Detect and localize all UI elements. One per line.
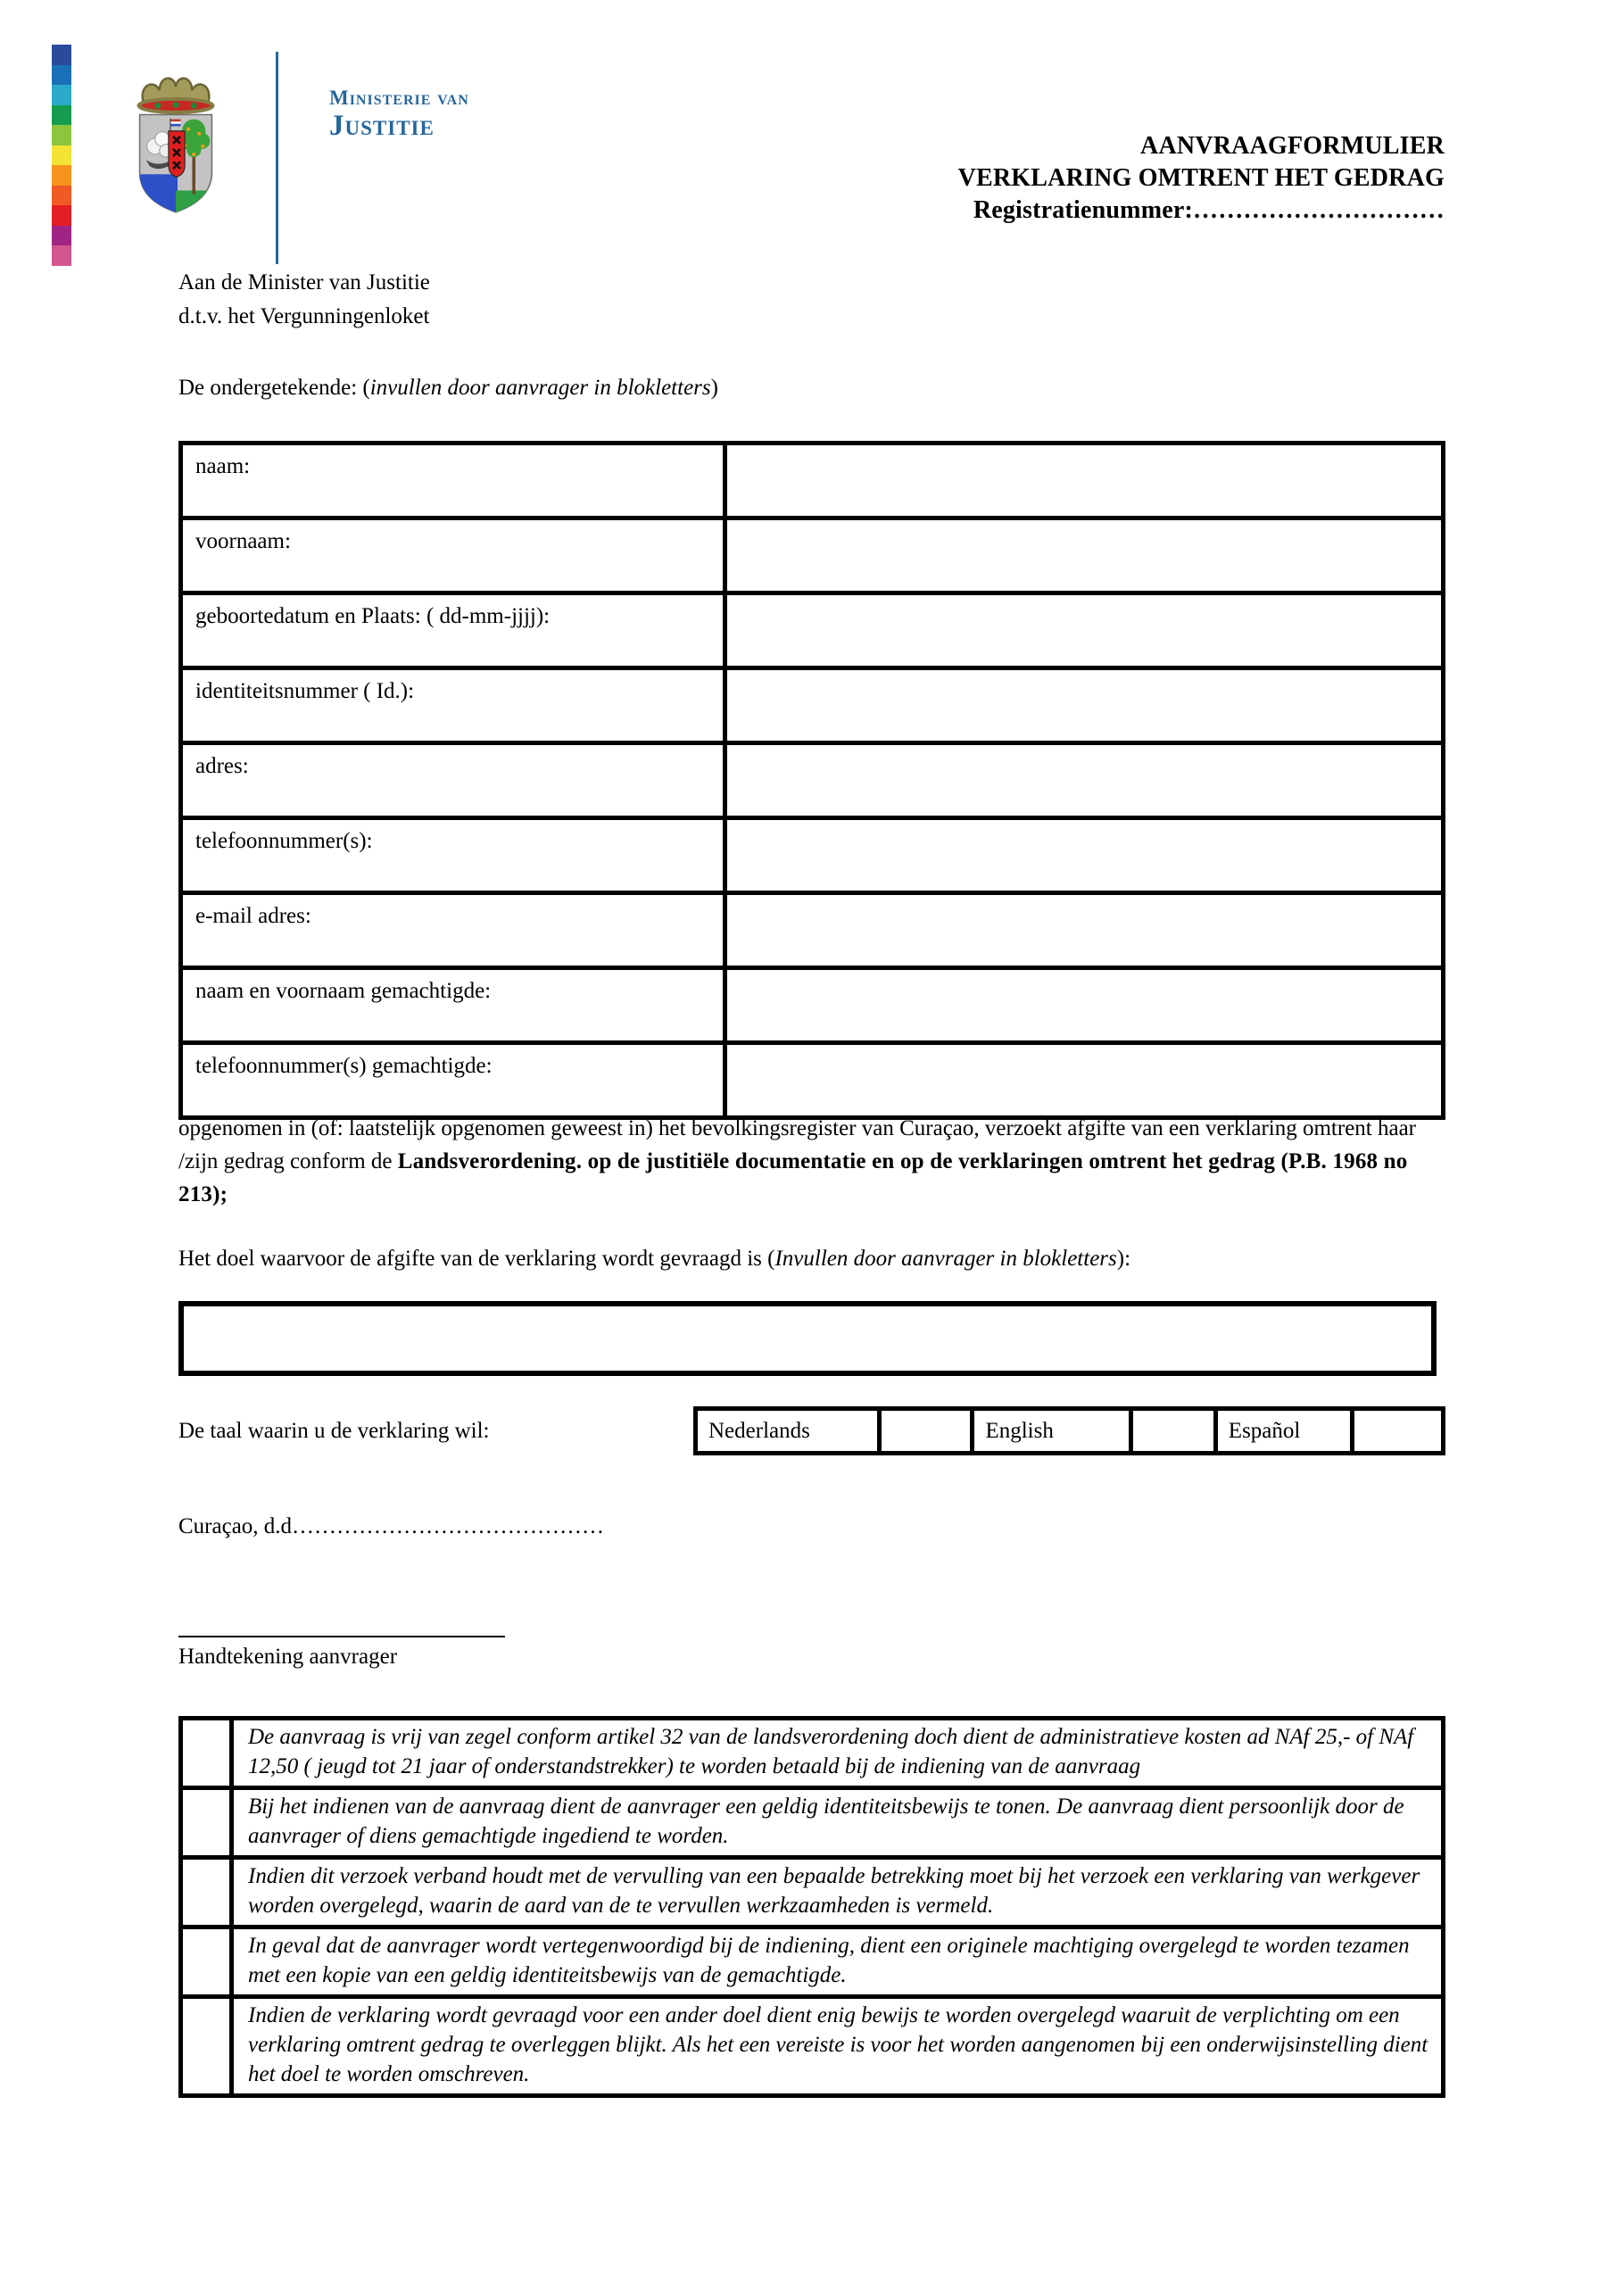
addressee-line1: Aan de Minister van Justitie [178, 270, 430, 294]
purpose-italic-note: Invullen door aanvrager in blokletters [774, 1247, 1117, 1271]
rainbow-segment [52, 205, 71, 226]
note-row-1 [181, 1719, 1444, 1788]
crown-gem [191, 103, 197, 109]
intro-line [178, 376, 718, 401]
note-checkbox-cell[interactable] [181, 1788, 232, 1858]
field-input-cell[interactable] [725, 968, 1444, 1043]
field-label: adres: [181, 743, 725, 818]
language-checkbox-cell[interactable] [880, 1409, 973, 1454]
field-label: identiteitsnummer ( Id.): [181, 668, 725, 743]
applicant-row-4 [181, 668, 1444, 743]
field-input-cell[interactable] [725, 593, 1444, 668]
rainbow-segment [52, 186, 71, 206]
form-title-line2: VERKLARING OMTRENT HET GEDRAG [957, 164, 1445, 192]
note-checkbox-cell[interactable] [181, 1997, 232, 2096]
ministry-line1: Ministerie van [329, 87, 469, 109]
language-table [693, 1406, 1445, 1455]
notes-table [178, 1716, 1445, 2098]
rainbow-segment [52, 65, 71, 86]
applicant-row-8 [181, 968, 1444, 1043]
note-row-4 [181, 1927, 1444, 1997]
language-checkbox-cell[interactable] [1131, 1409, 1215, 1454]
rainbow-segment [52, 85, 71, 105]
purpose-prefix: Het doel waarvoor de afgifte van de verklaring wordt gevraagd is ( [178, 1247, 775, 1271]
addressee-block [178, 266, 430, 334]
crown-gem [154, 103, 161, 109]
purpose-input-box[interactable] [178, 1301, 1437, 1376]
rainbow-segment [52, 245, 71, 266]
language-option-label: Español [1215, 1409, 1352, 1454]
flag-stripe [170, 121, 180, 124]
orange-fruit [186, 128, 190, 131]
flag-stripe [170, 124, 180, 127]
rainbow-segment [52, 165, 71, 186]
declaration-bold-text: Landsverordening. op de justitiële documentatie en op de verklaringen omtrent het gedrag (P.B. 1968 no 213); [178, 1149, 1408, 1206]
declaration-paragraph [178, 1112, 1429, 1211]
rainbow-segment [52, 145, 71, 166]
field-input-cell[interactable] [725, 1043, 1444, 1118]
language-question-label: De taal waarin u de verklaring wil: [178, 1419, 490, 1443]
applicant-row-6 [181, 818, 1444, 893]
field-label: voornaam: [181, 518, 725, 593]
field-label: naam en voornaam gemachtigde: [181, 968, 725, 1043]
intro-prefix: De ondergetekende: ( [178, 376, 370, 400]
field-input-cell[interactable] [725, 743, 1444, 818]
field-label: telefoonnummer(s): [181, 818, 725, 893]
field-input-cell[interactable] [725, 818, 1444, 893]
note-text: Bij het indienen van de aanvraag dient de aanvrager een geldig identiteitsbewijs te tonen. De aanvraag dient persoonlijk door de aanvrager of diens gemachtigde ingediend te worden. [232, 1788, 1444, 1858]
field-label: naam: [181, 443, 725, 518]
note-text: In geval dat de aanvrager wordt vertegenwoordigd bij de indiening, dient een originele machtiging overgelegd te worden tezamen met een kopie van een geldig identiteitsbewijs van de gemachtigde. [232, 1927, 1444, 1997]
intro-suffix: ) [710, 376, 718, 400]
language-row [696, 1409, 1444, 1454]
field-label: e-mail adres: [181, 893, 725, 968]
language-option-label: Nederlands [696, 1409, 880, 1454]
header-divider [276, 52, 278, 264]
applicant-row-9 [181, 1043, 1444, 1118]
applicant-row-7 [181, 893, 1444, 968]
note-text: De aanvraag is vrij van zegel conform artikel 32 van de landsverordening doch dient de administratieve kosten ad NAf 25,- of NAf 12,50 ( jeugd tot 21 jaar of onderstandstrekker) te worden betaald bij de indiening van de aanvraag [232, 1719, 1444, 1788]
orange-fruit [197, 132, 201, 136]
rainbow-segment [52, 226, 71, 246]
rainbow-segment [52, 45, 71, 65]
orange-fruit [192, 153, 195, 156]
rainbow-segment [52, 125, 71, 145]
field-input-cell[interactable] [725, 893, 1444, 968]
applicant-row-3 [181, 593, 1444, 668]
curacao-coat-of-arms-logo [121, 71, 230, 232]
note-checkbox-cell[interactable] [181, 1927, 232, 1997]
language-checkbox-cell[interactable] [1353, 1409, 1444, 1454]
ministry-wordmark [329, 87, 469, 144]
purpose-heading [178, 1247, 1130, 1272]
signature-label: Handtekening aanvrager [178, 1645, 398, 1669]
registration-number-line: Registratienummer:………………………… [973, 196, 1445, 224]
field-label: geboortedatum en Plaats: ( dd-mm-jjjj): [181, 593, 725, 668]
ship-sail [155, 132, 170, 146]
applicant-row-5 [181, 743, 1444, 818]
notes-table-body [181, 1719, 1444, 2096]
signature-line[interactable] [178, 1636, 505, 1637]
note-row-2 [181, 1788, 1444, 1858]
flag-stripe [170, 120, 180, 122]
applicant-table-body [181, 443, 1444, 1118]
declaration-normal-text: opgenomen in (of: laatstelijk opgenomen geweest in) het bevolkingsregister van Curaçao, verzoekt afgifte van een verklaring omtrent haar /zijn gedrag conform de [178, 1116, 1416, 1173]
field-input-cell[interactable] [725, 668, 1444, 743]
intro-italic-note: invullen door aanvrager in blokletters [369, 376, 711, 400]
note-checkbox-cell[interactable] [181, 1719, 232, 1788]
note-row-3 [181, 1858, 1444, 1927]
field-input-cell[interactable] [725, 518, 1444, 593]
applicant-row-1 [181, 443, 1444, 518]
note-row-5 [181, 1997, 1444, 2096]
addressee-line2: d.t.v. het Vergunningenloket [178, 304, 430, 328]
applicant-table [178, 441, 1445, 1120]
ministry-line2: Justitie [329, 110, 435, 143]
applicant-row-2 [181, 518, 1444, 593]
note-text: Indien dit verzoek verband houdt met de vervulling van een bepaalde betrekking moet bij het verzoek een verklaring van werkgever worden overgelegd, waarin de aard van de te vervullen werkzaamheden is vermeld. [232, 1858, 1444, 1927]
shield-water [138, 174, 178, 216]
rainbow-bar [52, 45, 71, 266]
note-text: Indien de verklaring wordt gevraagd voor een ander doel dient enig bewijs te worden overgelegd waaruit de verplichting om een verklaring omtrent gedrag te overleggen blijkt. Als het een vereiste is voor het worden aangenomen bij een onderwijsinstelling dient het doel te worden omschreven. [232, 1997, 1444, 2096]
place-date-line: Curaçao, d.d…………………………………… [178, 1514, 605, 1538]
form-title-block [958, 130, 1445, 227]
field-label: telefoonnummer(s) gemachtigde: [181, 1043, 725, 1118]
rainbow-segment [52, 105, 71, 126]
crown-gem [173, 102, 179, 108]
purpose-suffix: ): [1116, 1247, 1131, 1271]
language-option-label: English [973, 1409, 1131, 1454]
note-checkbox-cell[interactable] [181, 1858, 232, 1927]
form-title-line1: AANVRAAGFORMULIER [1140, 132, 1445, 160]
orange-fruit [201, 145, 204, 148]
field-input-cell[interactable] [725, 443, 1444, 518]
